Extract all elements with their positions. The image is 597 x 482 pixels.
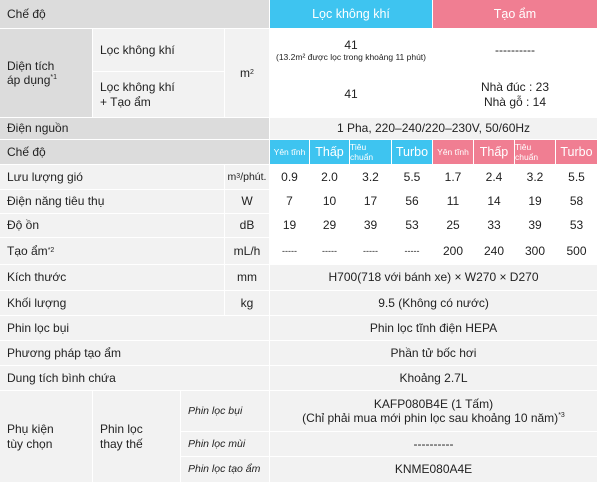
humidification-value: 200 bbox=[433, 238, 473, 264]
weight-unit: kg bbox=[225, 291, 269, 315]
humidification-value: ----- bbox=[270, 238, 309, 264]
noise-value: 33 bbox=[474, 214, 514, 237]
dimensions-unit: mm bbox=[225, 265, 269, 290]
area-label-line2-wrap bbox=[7, 73, 57, 87]
replacement-filter-line1: Phin lọc bbox=[100, 422, 143, 437]
area-row2-humid-line1: Nhà đúc : 23 bbox=[480, 80, 550, 95]
power-consumption-value: 11 bbox=[433, 190, 473, 213]
humidification-value: 240 bbox=[474, 238, 514, 264]
humidification-method-label: Phương pháp tạo ẩm bbox=[0, 341, 269, 365]
accessory-humid-filter-value: KNME080A4E bbox=[270, 457, 597, 482]
airflow-value: 2.4 bbox=[474, 165, 514, 189]
mode-air-turbo: Turbo bbox=[392, 140, 432, 164]
area-label-line2: áp dụng bbox=[7, 73, 51, 87]
area-row1-air-main: 41 bbox=[344, 37, 358, 52]
weight-value: 9.5 (Không có nước) bbox=[270, 291, 597, 315]
power-consumption-value: 17 bbox=[350, 190, 391, 213]
power-consumption-value: 56 bbox=[392, 190, 432, 213]
airflow-value: 5.5 bbox=[556, 165, 597, 189]
noise-value: 39 bbox=[350, 214, 391, 237]
accessories-label bbox=[0, 391, 92, 482]
humidification-label: Tạo ẩm *2 bbox=[0, 238, 224, 264]
replacement-filter-line2: thay thế bbox=[100, 436, 143, 451]
airflow-value: 0.9 bbox=[270, 165, 309, 189]
noise-value: 53 bbox=[556, 214, 597, 237]
airflow-value: 2.0 bbox=[310, 165, 349, 189]
airflow-label: Lưu lượng gió bbox=[0, 165, 224, 189]
area-label bbox=[0, 29, 92, 117]
area-row1-humid-value: ---------- bbox=[433, 29, 597, 71]
airflow-unit-tail: /phút. bbox=[240, 170, 267, 183]
power-consumption-value: 7 bbox=[270, 190, 309, 213]
weight-label: Khối lượng bbox=[0, 291, 224, 315]
tank-capacity-value: Khoảng 2.7L bbox=[270, 366, 597, 390]
humidification-unit: mL/h bbox=[225, 238, 269, 264]
area-row1-air-value bbox=[270, 29, 432, 71]
airflow-unit: m 3 /phút. bbox=[225, 165, 269, 189]
mode-air-quiet: Yên tĩnh bbox=[270, 140, 309, 164]
col-header-air-purify: Lọc không khí bbox=[270, 0, 432, 28]
power-consumption-label: Điện năng tiêu thụ bbox=[0, 190, 224, 213]
humidification-value: ----- bbox=[350, 238, 391, 264]
humidification-value: 300 bbox=[515, 238, 555, 264]
area-row1-label: Lọc không khí bbox=[93, 29, 224, 71]
area-unit-m: m bbox=[240, 65, 251, 80]
mode-humid-quiet: Yên tĩnh bbox=[433, 140, 473, 164]
area-label-sup: *1 bbox=[50, 74, 58, 81]
power-consumption-value: 10 bbox=[310, 190, 349, 213]
area-row2-label bbox=[93, 72, 224, 117]
humidification-value: ----- bbox=[310, 238, 349, 264]
airflow-value: 1.7 bbox=[433, 165, 473, 189]
dimensions-label: Kích thước bbox=[0, 265, 224, 290]
power-consumption-value: 14 bbox=[474, 190, 514, 213]
mode-humid-standard: Tiêu chuẩn bbox=[515, 140, 555, 164]
accessory-dust-filter-value bbox=[270, 391, 597, 431]
area-row2-humid-line2: Nhà gỗ : 14 bbox=[483, 94, 547, 109]
dimensions-value: H700(718 với bánh xe) × W270 × D270 bbox=[270, 265, 597, 290]
accessories-label-line2: tùy chọn bbox=[7, 436, 53, 451]
accessory-dust-filter-name: Phin lọc bụi bbox=[181, 391, 269, 431]
humidification-value: ----- bbox=[392, 238, 432, 264]
airflow-unit-main: m bbox=[227, 170, 237, 183]
noise-value: 25 bbox=[433, 214, 473, 237]
accessory-dust-filter-line2-wrap bbox=[302, 411, 565, 425]
noise-value: 29 bbox=[310, 214, 349, 237]
airflow-value: 3.2 bbox=[515, 165, 555, 189]
tank-capacity-label: Dung tích bình chứa bbox=[0, 366, 269, 390]
area-unit: m 2 bbox=[225, 29, 269, 117]
noise-label: Độ ồn bbox=[0, 214, 224, 237]
area-label-line1: Diện tích bbox=[7, 58, 55, 73]
mode-air-standard: Tiêu chuẩn bbox=[350, 140, 391, 164]
area-row2-label-line2: + Tạo ẩm bbox=[100, 94, 151, 109]
accessories-label-line1: Phụ kiện bbox=[7, 422, 54, 437]
humidification-method-value: Phần tử bốc hơi bbox=[270, 341, 597, 365]
mode-header-label: Chế độ bbox=[0, 0, 269, 28]
airflow-value: 3.2 bbox=[350, 165, 391, 189]
accessory-dust-filter-line2: (Chỉ phải mua mới phin lọc sau khoảng 10 năm) bbox=[302, 411, 559, 425]
modes-label: Chế độ bbox=[0, 140, 269, 164]
dust-filter-label: Phin lọc bụi bbox=[0, 316, 269, 340]
power-consumption-value: 19 bbox=[515, 190, 555, 213]
accessory-humid-filter-name: Phin lọc tạo ẩm bbox=[181, 457, 269, 482]
power-consumption-unit: W bbox=[225, 190, 269, 213]
mode-humid-low: Thấp bbox=[474, 140, 514, 164]
power-label: Điện nguồn bbox=[0, 118, 269, 139]
replacement-filter-label bbox=[93, 391, 180, 482]
area-row1-air-note: (13.2m² được lọc trong khoảng 11 phút) bbox=[275, 52, 427, 63]
noise-value: 19 bbox=[270, 214, 309, 237]
area-row2-label-line1: Lọc không khí bbox=[100, 80, 175, 95]
accessory-dust-filter-line1: KAFP080B4E (1 Tấm) bbox=[373, 396, 494, 411]
accessory-odor-filter-value: ---------- bbox=[270, 432, 597, 456]
humidification-label-text: Tạo ẩm bbox=[7, 243, 48, 258]
col-header-humidify: Tạo ẩm bbox=[433, 0, 597, 28]
accessory-dust-filter-sup: *3 bbox=[558, 412, 565, 419]
noise-value: 39 bbox=[515, 214, 555, 237]
mode-air-low: Thấp bbox=[310, 140, 349, 164]
noise-value: 53 bbox=[392, 214, 432, 237]
accessory-odor-filter-name: Phin lọc mùi bbox=[181, 432, 269, 456]
humidification-value: 500 bbox=[556, 238, 597, 264]
mode-humid-turbo: Turbo bbox=[556, 140, 597, 164]
power-value: 1 Pha, 220–240/220–230V, 50/60Hz bbox=[270, 118, 597, 139]
area-row2-humid-value bbox=[433, 72, 597, 117]
area-row2-air-value: 41 bbox=[270, 72, 432, 117]
airflow-value: 5.5 bbox=[392, 165, 432, 189]
noise-unit: dB bbox=[225, 214, 269, 237]
dust-filter-value: Phin lọc tĩnh điện HEPA bbox=[270, 316, 597, 340]
power-consumption-value: 58 bbox=[556, 190, 597, 213]
